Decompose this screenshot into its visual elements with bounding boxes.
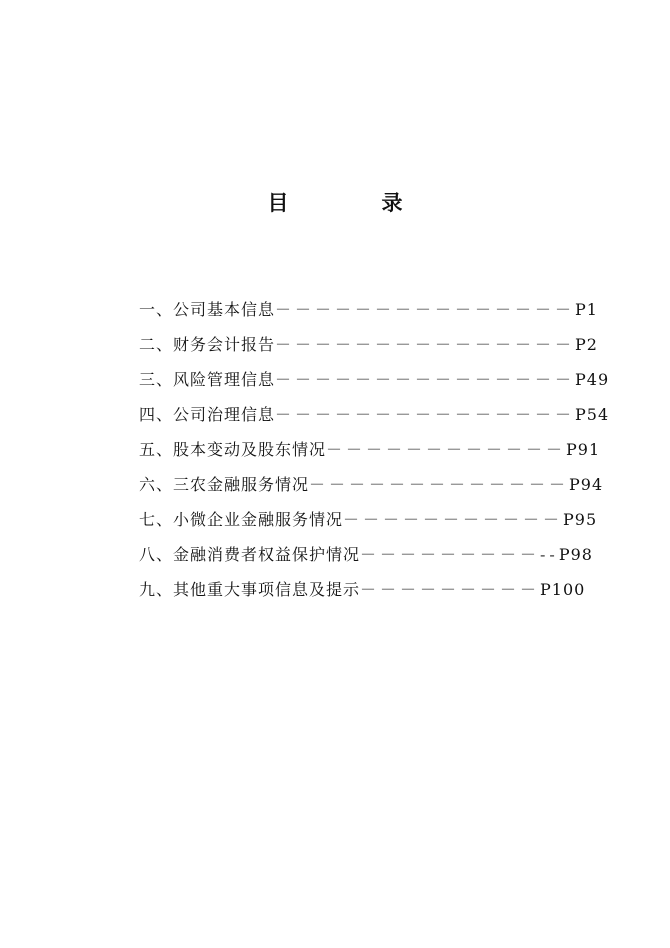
toc-entry-text: 八、金融消费者权益保护情况 xyxy=(139,545,361,564)
toc-entry xyxy=(139,366,610,401)
toc-entry-text: 五、股本变动及股东情况 xyxy=(139,440,327,459)
toc-entry-text: 一、公司基本信息 xyxy=(139,300,276,319)
toc-entry-text: 七、小微企业金融服务情况 xyxy=(139,510,344,529)
toc-leader: －－－－－－－－－-- xyxy=(360,545,559,564)
toc-entry xyxy=(139,576,586,611)
toc-entry-text: 六、三农金融服务情况 xyxy=(139,475,310,494)
toc-page-number: P49 xyxy=(575,370,610,389)
toc-entry-text: 二、财务会计报告 xyxy=(139,335,276,354)
toc-leader: －－－－－－－－－－－ xyxy=(343,510,564,529)
toc-leader: －－－－－－－－－－－－ xyxy=(326,440,567,459)
toc-page-number: P94 xyxy=(569,475,604,494)
table-of-contents xyxy=(139,296,610,611)
toc-page-number: P98 xyxy=(558,545,593,564)
toc-leader: －－－－－－－－－－－－－ xyxy=(309,475,570,494)
toc-entry-text: 九、其他重大事项信息及提示 xyxy=(139,580,361,599)
toc-leader: －－－－－－－－－－－－－－－ xyxy=(275,370,576,389)
toc-entry xyxy=(139,296,598,331)
toc-entry xyxy=(139,541,593,576)
toc-title: 目 录 xyxy=(267,190,439,215)
toc-page-number: P1 xyxy=(575,300,598,319)
toc-page-number: P100 xyxy=(540,580,586,599)
toc-entry xyxy=(139,436,601,471)
toc-leader: －－－－－－－－－－－－－－－ xyxy=(275,300,576,319)
toc-entry xyxy=(139,506,598,541)
toc-page-number: P95 xyxy=(563,510,598,529)
toc-leader: －－－－－－－－－ xyxy=(360,580,541,599)
toc-page-number: P91 xyxy=(566,440,601,459)
toc-entry xyxy=(139,331,598,366)
toc-entry xyxy=(139,471,604,506)
toc-page-number: P2 xyxy=(575,335,598,354)
toc-entry xyxy=(139,401,610,436)
toc-entry-text: 三、风险管理信息 xyxy=(139,370,276,389)
toc-leader: －－－－－－－－－－－－－－－ xyxy=(275,335,576,354)
toc-leader: －－－－－－－－－－－－－－－ xyxy=(275,405,576,424)
toc-page-number: P54 xyxy=(575,405,610,424)
toc-entry-text: 四、公司治理信息 xyxy=(139,405,276,424)
